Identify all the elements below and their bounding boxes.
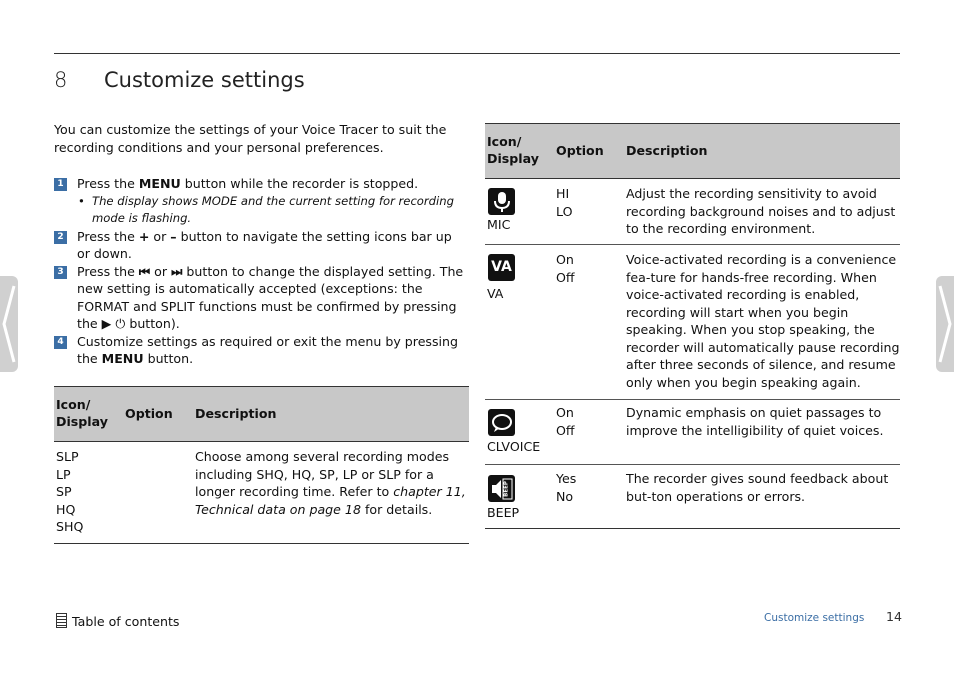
step-badge: 4 xyxy=(54,336,67,349)
chapter-number: 8 xyxy=(54,68,68,92)
row-description: Adjust the recording sensitivity to avoid recording background noises and to adjust to the recording environment. xyxy=(626,186,896,236)
row-description: Voice-activated recording is a convenience fea-ture for hands-free recording. When voice-activated recording is enabled, recording will start when you begin speaking. When you stop speaking, the recorder will automatically pause recording after three seconds of silence, and resume only when you begin speaking again. xyxy=(626,252,900,390)
page-number: 14 xyxy=(886,609,903,624)
step-badge: 2 xyxy=(54,231,67,244)
menu-key: MENU xyxy=(138,176,181,191)
left-settings-table xyxy=(54,386,469,544)
svg-text:BEEP: BEEP xyxy=(503,480,509,497)
step-badge: 1 xyxy=(54,178,67,191)
page-title: Customize settings xyxy=(104,68,305,92)
table-row-clvoice: CLVOICE On Off Dynamic emphasis on quiet passages to improve the intelligibility of quiet voices. xyxy=(485,400,900,465)
step-badge: 3 xyxy=(54,266,67,279)
toc-icon xyxy=(56,613,67,628)
va-icon: VA xyxy=(488,254,515,281)
step-4: 4 Customize settings as required or exit the menu by pressing the MENU button. xyxy=(54,333,468,368)
table-header: Icon/ Display Option Description xyxy=(54,386,469,442)
table-row xyxy=(54,442,469,543)
step-1-note: • The display shows MODE and the current setting for recording mode is flashing. xyxy=(77,193,468,228)
beep-speaker-icon xyxy=(488,475,515,502)
row-description: Choose among several recording modes including SHQ, HQ, SP, LP or SLP for a longer recording time. Refer to chapter 11, Technical data on page 18 for details. xyxy=(195,449,466,517)
table-row-beep: BEEP BEEP Yes No The recorder gives sound feedback about but-ton operations or errors. xyxy=(485,465,900,528)
intro-paragraph: You can customize the settings of your Voice Tracer to suit the recording conditions and your personal preferences. xyxy=(54,122,447,155)
skip-back-icon: ⏮ xyxy=(138,263,151,279)
step-3: 3 Press the ⏮ or ⏭ button to change the displayed setting. The new setting is automatically accepted (exceptions: the FORMAT and SPLIT functions must be confirmed by pressing the ▶ ⏻ button). xyxy=(54,263,468,333)
skip-forward-icon: ⏭ xyxy=(171,263,183,279)
right-settings-table xyxy=(485,123,900,529)
mode-options: SLP LP SP HQ SHQ xyxy=(56,449,84,534)
row-description: The recorder gives sound feedback about but-ton operations or errors. xyxy=(626,471,889,504)
footer-section-name: Customize settings xyxy=(764,612,865,624)
prev-page-tab[interactable] xyxy=(0,276,18,372)
row-description: Dynamic emphasis on quiet passages to improve the intelligibility of quiet voices. xyxy=(626,405,884,438)
technical-data-link[interactable]: chapter 11, Technical data on page 18 xyxy=(195,484,466,517)
next-page-tab[interactable] xyxy=(936,276,954,372)
steps-list xyxy=(54,175,468,368)
table-row-mic: MIC HI LO Adjust the recording sensitivity to avoid recording background noises and to adjust to the recording environment. xyxy=(485,179,900,245)
table-row-va: VA VA On Off Voice-activated recording is a convenience fea-ture for hands-free recording. When voice-activated recording is enabled, recording will start when you begin speaking. When you stop speaking, the recorder will automatically pause recording after three seconds of silence, and resume only when you begin speaking again. xyxy=(485,245,900,400)
play-power-icon: ▶ ⏻ xyxy=(101,316,126,331)
step-1: 1 Press the MENU button while the recorder is stopped. • The display shows MODE and the current setting for recording mode is flashing. xyxy=(54,175,468,228)
step-2: 2 Press the + or – button to navigate the setting icons bar up or down. xyxy=(54,228,468,263)
top-rule xyxy=(54,53,900,54)
table-header: Icon/ Display Option Description xyxy=(485,123,900,179)
microphone-icon xyxy=(488,188,515,215)
speech-bubble-icon xyxy=(488,409,515,436)
table-of-contents-link[interactable]: Table of contents xyxy=(56,613,180,629)
